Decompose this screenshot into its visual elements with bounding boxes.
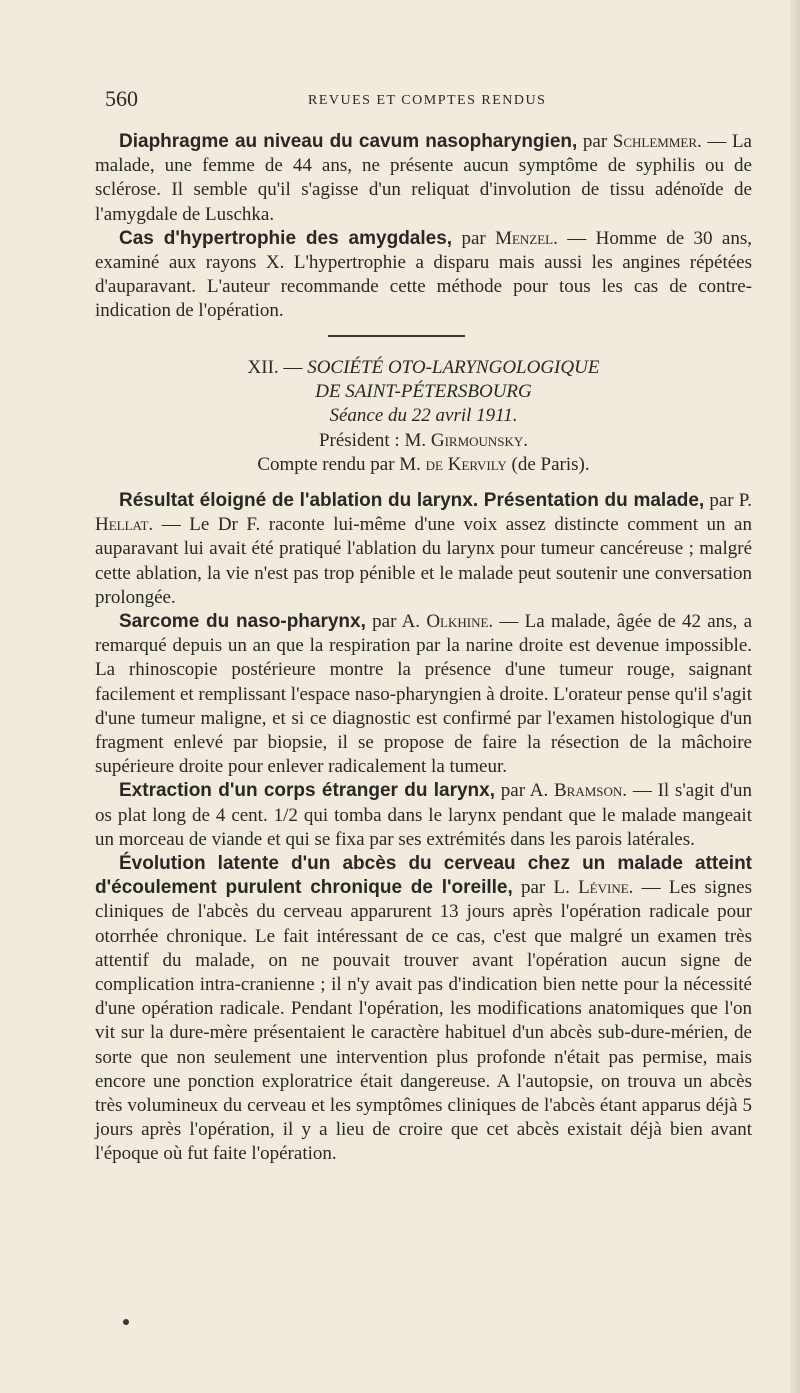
running-header (95, 86, 785, 114)
section-divider (328, 335, 465, 337)
entry-author: Lévine. (578, 877, 634, 899)
entry-hellat: Résultat éloigné de l'ablation du larynx. Présentation du malade, par P. Hellat. — Le Dr F. raconte lui-même d'une voix assez distincte comment un an auparavant lui avait été pratiqué l'ablation du larynx pour tumeur cancéreuse ; malgré cette ablation, la vie n'est pas trop pénible et le malade peut soutenir une conversation prolongée. (95, 490, 752, 608)
entry-schlemmer: Diaphragme au niveau du cavum nasopharyngien, par Schlemmer. — La malade, une femme de 44 ans, ne présente aucun symptôme de syphilis ou de sclérose. Il semble qu'il s'agisse d'un reliquat d'involution de tissu adénoïde de l'amygdale de Luschka. (95, 131, 752, 225)
entry-author: Hellat. (95, 514, 154, 536)
entry-text: — Les signes cliniques de l'abcès du cerveau apparurent 13 jours après l'opération radicale pour otorrhée chronique. Le fait intéressant de ce cas, c'est que malgré un examen très attentif du malade, on ne pouvait trouver avant l'opération aucun signe de complication intra-cranienne ; il n'y avait pas d'indication bien nette pour la nécessité d'une opération radicale. Pendant l'opération, les modifications anatomiques que l'on vit sur la dure-mère présentaient le caractère habituel d'un abcès sub-dure-mérien, de sorte que non seulement une intervention plus profonde n'était pas permise, mais encore une ponction exploratrice était dangereuse. A l'autopsie, on trouva un abcès très volumineux du cerveau et les symptômes cliniques de l'abcès étant apparus déjà 5 jours après l'opération, il y a lieu de croire que cet abcès existait déjà bien avant l'époque où fut faite l'opération. (95, 877, 753, 1165)
entry-text: — Le Dr F. raconte lui-même d'une voix assez distincte comment un an auparavant lui avait été pratiqué l'ablation du larynx pour tumeur cancéreuse ; malgré cette ablation, la vie n'est pas trop pénible et le malade peut soutenir une conversation prolongée. (95, 514, 752, 608)
ink-dot (123, 1319, 129, 1325)
entry-author: Olkhine. (426, 611, 494, 633)
president-line: Président : M. Girmounsky. (318, 429, 529, 451)
session-date: Séance du 22 avril 1911. (329, 405, 518, 427)
entry-title: Sarcome du naso-pharynx, (119, 611, 366, 633)
entry-author: Bramson. (554, 780, 628, 802)
entry-title: Résultat éloigné de l'ablation du larynx. Présentation du malade, (119, 490, 705, 511)
entry-text: — La malade, une femme de 44 ans, ne présente aucun symptôme de syphilis ou de sclérose. Il semble qu'il s'agisse d'un reliquat d'involution de tissu adénoïde de l'amygdale de Luschka. (95, 131, 752, 225)
entry-title: Cas d'hypertrophie des amygdales, (119, 227, 453, 249)
report-line: Compte rendu par M. de Kervily (de Paris). (257, 453, 590, 475)
entry-title: Diaphragme au niveau du cavum nasopharyngien, (119, 131, 578, 152)
entry-text: — La malade, âgée de 42 ans, a remarqué depuis un an que la respiration par la narine droite est devenue impossible. La rhinoscopie postérieure montre la présence d'une tumeur rouge, saignant facilement et remplissant l'espace naso-pharyngien à droite. L'orateur pense qu'il s'agit d'une tumeur maligne, et si ce diagnostic est confirmé par l'examen histologique d'un fragment enlevé par biopsie, il se propose de faire la résection de la mâchoire supérieure droite pour enlever radicalement la tumeur. (95, 611, 753, 778)
section-title-line2: DE SAINT-PÉTERSBOURG (315, 381, 532, 403)
entry-title: Évolution latente d'un abcès du cerveau chez un malade atteint d'écoulement purulent chronique de l'oreille, (95, 853, 752, 899)
society-entries (95, 489, 752, 1167)
entry-levine: Évolution latente d'un abcès du cerveau chez un malade atteint d'écoulement purulent chronique de l'oreille, par L. Lévine. — Les signes cliniques de l'abcès du cerveau apparurent 13 jours après l'opération radicale pour otorrhée chronique. Le fait intéressant de ce cas, c'est que malgré un examen très attentif du malade, on ne pouvait trouver avant l'opération aucun signe de complication intra-cranienne ; il n'y avait pas d'indication bien nette pour la nécessité d'une opération radicale. Pendant l'opération, les modifications anatomiques que l'on vit sur la dure-mère présentaient le caractère habituel d'un abcès sub-dure-mérien, de sorte que non seulement une intervention plus profonde n'était pas permise, mais encore une ponction exploratrice était dangereuse. A l'autopsie, on trouva un abcès très volumineux du cerveau et les symptômes cliniques de l'abcès étant apparus déjà 5 jours après l'opération, il y a lieu de croire que cet abcès existait déjà bien avant l'époque où fut faite l'opération. (95, 853, 753, 1165)
running-title: REVUES ET COMPTES RENDUS (308, 93, 547, 108)
entry-title: Extraction d'un corps étranger du larynx, (119, 780, 495, 802)
entry-olkhine: Sarcome du naso-pharynx, par A. Olkhine. — La malade, âgée de 42 ans, a remarqué depuis un an que la respiration par la narine droite est devenue impossible. La rhinoscopie postérieure montre la présence d'une tumeur rouge, saignant facilement et remplissant l'espace naso-pharyngien à droite. L'orateur pense qu'il s'agit d'une tumeur maligne, et si ce diagnostic est confirmé par l'examen histologique d'un fragment enlevé par biopsie, il se propose de faire la résection de la mâchoire supérieure droite pour enlever radicalement la tumeur. (95, 611, 753, 778)
page-number: 560 (105, 86, 138, 111)
page-edge-shadow (790, 0, 800, 1393)
entry-text: — Homme de 30 ans, examiné aux rayons X. L'hypertrophie a disparu mais aussi les angines répétées d'auparavant. L'auteur recommande cette méthode pour tous les cas de contre-indication de l'opération. (95, 227, 752, 322)
entry-bramson: Extraction d'un corps étranger du larynx, par A. Bramson. — Il s'agit d'un os plat long de 4 cent. 1/2 qui tomba dans le larynx pendant que le malade mangeait un morceau de viande et qui se fixa par ses extrémités dans les parois latérales. (95, 780, 752, 850)
entry-author: Menzel. (495, 227, 558, 249)
section-heading (95, 356, 752, 477)
top-entries (95, 130, 752, 324)
entry-text: — Il s'agit d'un os plat long de 4 cent. 1/2 qui tomba dans le larynx pendant que le malade mangeait un morceau de viande et qui se fixa par ses extrémités dans les parois latérales. (95, 780, 752, 850)
entry-menzel: Cas d'hypertrophie des amygdales, par Menzel. — Homme de 30 ans, examiné aux rayons X. L'hypertrophie a disparu mais aussi les angines répétées d'auparavant. L'auteur recommande cette méthode pour tous les cas de contre-indication de l'opération. (95, 227, 752, 322)
entry-author: Schlemmer. (612, 131, 702, 152)
section-title-line1: XII. — SOCIÉTÉ OTO-LARYNGOLOGIQUE (247, 357, 600, 378)
